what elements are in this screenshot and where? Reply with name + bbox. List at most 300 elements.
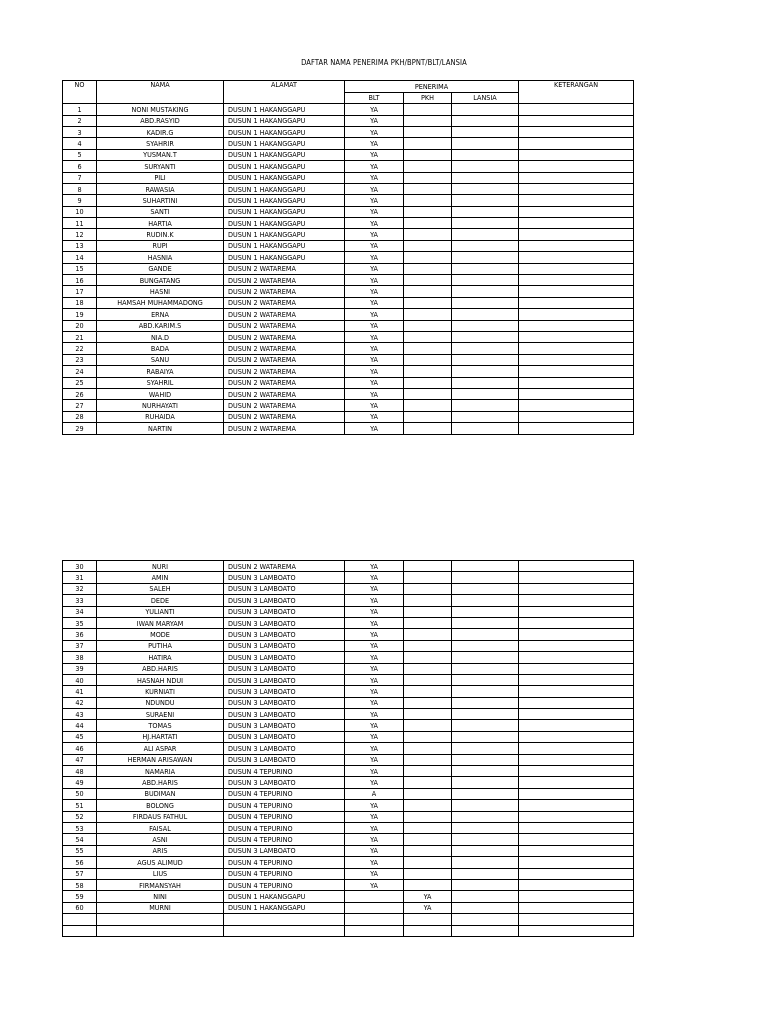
cell-pkh xyxy=(404,206,452,217)
cell-blt: YA xyxy=(345,686,404,697)
cell-nama: IWAN MARYAM xyxy=(97,617,224,628)
table-row xyxy=(63,252,634,263)
cell-nama: HARTIA xyxy=(97,218,224,229)
table-row xyxy=(63,172,634,183)
cell-no: 38 xyxy=(63,652,97,663)
cell-blt: YA xyxy=(345,115,404,126)
cell-lansia xyxy=(452,388,519,399)
cell-alamat: DUSUN 2 WATAREMA xyxy=(224,263,345,274)
cell-blt: YA xyxy=(345,720,404,731)
cell-nama: SANTI xyxy=(97,206,224,217)
cell-lansia xyxy=(452,857,519,868)
cell-alamat: DUSUN 3 LAMBOATO xyxy=(224,663,345,674)
cell-no: 2 xyxy=(63,115,97,126)
cell-pkh xyxy=(404,697,452,708)
cell-no: 60 xyxy=(63,902,97,913)
cell-lansia xyxy=(452,400,519,411)
cell-alamat: DUSUN 3 LAMBOATO xyxy=(224,674,345,685)
cell-pkh xyxy=(404,800,452,811)
cell-alamat: DUSUN 2 WATAREMA xyxy=(224,377,345,388)
cell-alamat: DUSUN 3 LAMBOATO xyxy=(224,845,345,856)
cell-lansia xyxy=(452,640,519,651)
cell-alamat: DUSUN 3 LAMBOATO xyxy=(224,652,345,663)
cell-blt: YA xyxy=(345,206,404,217)
table-row xyxy=(63,686,634,697)
cell-alamat: DUSUN 3 LAMBOATO xyxy=(224,572,345,583)
cell-lansia xyxy=(452,891,519,902)
cell-nama: GANDE xyxy=(97,263,224,274)
table-row xyxy=(63,663,634,674)
cell-blt: YA xyxy=(345,286,404,297)
cell-blt: YA xyxy=(345,754,404,765)
cell-no: 46 xyxy=(63,743,97,754)
cell-alamat: DUSUN 2 WATAREMA xyxy=(224,411,345,422)
cell-alamat: DUSUN 3 LAMBOATO xyxy=(224,595,345,606)
cell-lansia xyxy=(452,252,519,263)
cell-no: 31 xyxy=(63,572,97,583)
cell-lansia xyxy=(452,743,519,754)
table-row xyxy=(63,275,634,286)
cell-keterangan xyxy=(519,354,634,365)
cell-lansia xyxy=(452,674,519,685)
cell-nama: KURNIATI xyxy=(97,686,224,697)
cell-no: 29 xyxy=(63,423,97,434)
cell-nama: SANU xyxy=(97,354,224,365)
cell-keterangan xyxy=(519,811,634,822)
cell-pkh xyxy=(404,743,452,754)
cell-lansia xyxy=(452,583,519,594)
cell-alamat: DUSUN 3 LAMBOATO xyxy=(224,743,345,754)
cell-pkh xyxy=(404,195,452,206)
cell-pkh: YA xyxy=(404,891,452,902)
cell-nama: WAHID xyxy=(97,388,224,399)
cell-alamat: DUSUN 1 HAKANGGAPU xyxy=(224,104,345,115)
cell-keterangan xyxy=(519,400,634,411)
cell-lansia xyxy=(452,731,519,742)
cell-nama: SUHARTINI xyxy=(97,195,224,206)
cell-keterangan xyxy=(519,754,634,765)
cell-no: 11 xyxy=(63,218,97,229)
cell-keterangan xyxy=(519,709,634,720)
table-row xyxy=(63,788,634,799)
cell-pkh xyxy=(404,149,452,160)
cell-lansia xyxy=(452,297,519,308)
cell-keterangan xyxy=(519,229,634,240)
table-row xyxy=(63,697,634,708)
cell-lansia xyxy=(452,172,519,183)
cell-pkh xyxy=(404,766,452,777)
table-row xyxy=(63,354,634,365)
cell-lansia xyxy=(452,423,519,434)
table-row xyxy=(63,606,634,617)
cell-nama: SURYANTI xyxy=(97,161,224,172)
cell-nama: RUDIN.K xyxy=(97,229,224,240)
cell-alamat: DUSUN 4 TEPURINO xyxy=(224,788,345,799)
cell-keterangan xyxy=(519,388,634,399)
table-row xyxy=(63,731,634,742)
table-row xyxy=(63,161,634,172)
cell-alamat: DUSUN 4 TEPURINO xyxy=(224,834,345,845)
cell-lansia xyxy=(452,822,519,833)
cell-pkh xyxy=(404,218,452,229)
cell-no: 49 xyxy=(63,777,97,788)
cell-pkh xyxy=(404,709,452,720)
cell-pkh xyxy=(404,263,452,274)
cell-nama: BOLONG xyxy=(97,800,224,811)
cell-nama: FIRMANSYAH xyxy=(97,879,224,890)
cell-blt: YA xyxy=(345,218,404,229)
table-row xyxy=(63,845,634,856)
cell-alamat: DUSUN 1 HAKANGGAPU xyxy=(224,149,345,160)
cell-nama: HASNI xyxy=(97,286,224,297)
cell-blt: YA xyxy=(345,263,404,274)
cell-lansia xyxy=(452,800,519,811)
cell-blt: YA xyxy=(345,663,404,674)
cell-blt: YA xyxy=(345,674,404,685)
cell-blt: YA xyxy=(345,800,404,811)
cell-pkh xyxy=(404,617,452,628)
cell-lansia xyxy=(452,561,519,572)
cell-blt xyxy=(345,925,404,936)
cell-pkh xyxy=(404,788,452,799)
cell-pkh xyxy=(404,640,452,651)
cell-blt: YA xyxy=(345,652,404,663)
cell-alamat: DUSUN 2 WATAREMA xyxy=(224,388,345,399)
cell-pkh xyxy=(404,674,452,685)
cell-alamat: DUSUN 3 LAMBOATO xyxy=(224,777,345,788)
cell-nama: HAMSAH MUHAMMADONG xyxy=(97,297,224,308)
cell-pkh xyxy=(404,161,452,172)
cell-keterangan xyxy=(519,731,634,742)
cell-alamat: DUSUN 2 WATAREMA xyxy=(224,561,345,572)
cell-blt: YA xyxy=(345,366,404,377)
cell-blt: YA xyxy=(345,583,404,594)
cell-nama: MODE xyxy=(97,629,224,640)
cell-lansia xyxy=(452,811,519,822)
header-blt: BLT xyxy=(345,92,404,104)
cell-keterangan xyxy=(519,240,634,251)
cell-blt: YA xyxy=(345,845,404,856)
cell-nama: NURHAYATI xyxy=(97,400,224,411)
cell-blt: YA xyxy=(345,172,404,183)
cell-lansia xyxy=(452,138,519,149)
cell-keterangan xyxy=(519,286,634,297)
cell-keterangan xyxy=(519,663,634,674)
cell-alamat: DUSUN 2 WATAREMA xyxy=(224,366,345,377)
cell-lansia xyxy=(452,720,519,731)
cell-keterangan xyxy=(519,777,634,788)
cell-nama: HERMAN ARISAWAN xyxy=(97,754,224,765)
cell-lansia xyxy=(452,652,519,663)
cell-nama: SALEH xyxy=(97,583,224,594)
header-penerima: PENERIMA xyxy=(345,81,519,93)
cell-keterangan xyxy=(519,834,634,845)
table-row xyxy=(63,902,634,913)
cell-alamat: DUSUN 3 LAMBOATO xyxy=(224,754,345,765)
table-row xyxy=(63,138,634,149)
cell-pkh xyxy=(404,309,452,320)
cell-nama: HJ.HARTATI xyxy=(97,731,224,742)
cell-keterangan xyxy=(519,138,634,149)
cell-keterangan xyxy=(519,195,634,206)
table-row xyxy=(63,891,634,902)
cell-pkh xyxy=(404,868,452,879)
cell-blt: YA xyxy=(345,138,404,149)
cell-pkh xyxy=(404,377,452,388)
cell-alamat: DUSUN 3 LAMBOATO xyxy=(224,606,345,617)
cell-keterangan xyxy=(519,104,634,115)
table-row xyxy=(63,195,634,206)
table-body-page-1 xyxy=(63,104,634,434)
cell-no: 19 xyxy=(63,309,97,320)
cell-no: 47 xyxy=(63,754,97,765)
cell-pkh xyxy=(404,229,452,240)
cell-no: 34 xyxy=(63,606,97,617)
cell-keterangan xyxy=(519,879,634,890)
cell-nama: HASNIA xyxy=(97,252,224,263)
table-row xyxy=(63,297,634,308)
cell-blt: YA xyxy=(345,857,404,868)
cell-keterangan xyxy=(519,629,634,640)
table-row xyxy=(63,183,634,194)
table-row xyxy=(63,309,634,320)
table-row xyxy=(63,754,634,765)
cell-nama: SYAHRIL xyxy=(97,377,224,388)
cell-no: 20 xyxy=(63,320,97,331)
cell-lansia xyxy=(452,115,519,126)
cell-nama: NAMARIA xyxy=(97,766,224,777)
cell-no: 59 xyxy=(63,891,97,902)
cell-no: 9 xyxy=(63,195,97,206)
cell-no: 51 xyxy=(63,800,97,811)
cell-keterangan xyxy=(519,674,634,685)
cell-pkh xyxy=(404,595,452,606)
cell-pkh xyxy=(404,126,452,137)
cell-no: 6 xyxy=(63,161,97,172)
cell-blt: YA xyxy=(345,731,404,742)
cell-no: 52 xyxy=(63,811,97,822)
cell-nama: ARIS xyxy=(97,845,224,856)
cell-keterangan xyxy=(519,411,634,422)
cell-keterangan xyxy=(519,172,634,183)
cell-blt: YA xyxy=(345,572,404,583)
cell-alamat: DUSUN 4 TEPURINO xyxy=(224,766,345,777)
cell-no xyxy=(63,914,97,925)
cell-lansia xyxy=(452,104,519,115)
cell-lansia xyxy=(452,195,519,206)
cell-lansia xyxy=(452,354,519,365)
cell-no: 27 xyxy=(63,400,97,411)
cell-alamat: DUSUN 4 TEPURINO xyxy=(224,879,345,890)
cell-blt: YA xyxy=(345,183,404,194)
table-row xyxy=(63,822,634,833)
cell-blt xyxy=(345,891,404,902)
cell-lansia xyxy=(452,788,519,799)
recipient-table-page-2 xyxy=(62,560,634,937)
table-row xyxy=(63,263,634,274)
cell-alamat: DUSUN 2 WATAREMA xyxy=(224,354,345,365)
cell-alamat: DUSUN 1 HAKANGGAPU xyxy=(224,252,345,263)
cell-alamat: DUSUN 1 HAKANGGAPU xyxy=(224,172,345,183)
cell-blt: YA xyxy=(345,423,404,434)
cell-nama: NURI xyxy=(97,561,224,572)
cell-alamat: DUSUN 4 TEPURINO xyxy=(224,822,345,833)
table-row xyxy=(63,218,634,229)
cell-lansia xyxy=(452,218,519,229)
cell-no: 50 xyxy=(63,788,97,799)
cell-keterangan xyxy=(519,925,634,936)
table-row xyxy=(63,377,634,388)
cell-keterangan xyxy=(519,868,634,879)
cell-nama: FIRDAUS FATHUL xyxy=(97,811,224,822)
cell-lansia xyxy=(452,834,519,845)
cell-lansia xyxy=(452,777,519,788)
cell-keterangan xyxy=(519,845,634,856)
cell-pkh xyxy=(404,366,452,377)
cell-pkh xyxy=(404,104,452,115)
table-row xyxy=(63,857,634,868)
cell-pkh xyxy=(404,925,452,936)
cell-keterangan xyxy=(519,652,634,663)
cell-alamat: DUSUN 3 LAMBOATO xyxy=(224,640,345,651)
cell-nama: BUNGATANG xyxy=(97,275,224,286)
cell-blt: YA xyxy=(345,275,404,286)
cell-no: 16 xyxy=(63,275,97,286)
cell-lansia xyxy=(452,617,519,628)
cell-keterangan xyxy=(519,561,634,572)
cell-lansia xyxy=(452,572,519,583)
cell-alamat: DUSUN 2 WATAREMA xyxy=(224,423,345,434)
cell-keterangan xyxy=(519,309,634,320)
cell-keterangan xyxy=(519,263,634,274)
cell-lansia xyxy=(452,275,519,286)
cell-pkh xyxy=(404,914,452,925)
cell-alamat: DUSUN 1 HAKANGGAPU xyxy=(224,115,345,126)
cell-nama: ERNA xyxy=(97,309,224,320)
cell-lansia xyxy=(452,629,519,640)
cell-lansia xyxy=(452,240,519,251)
cell-pkh xyxy=(404,811,452,822)
cell-blt: YA xyxy=(345,297,404,308)
cell-nama: ABD.RASYID xyxy=(97,115,224,126)
cell-blt: YA xyxy=(345,879,404,890)
cell-pkh xyxy=(404,138,452,149)
cell-no: 24 xyxy=(63,366,97,377)
cell-lansia xyxy=(452,206,519,217)
cell-keterangan xyxy=(519,617,634,628)
cell-pkh xyxy=(404,240,452,251)
table-row xyxy=(63,743,634,754)
cell-alamat: DUSUN 2 WATAREMA xyxy=(224,286,345,297)
cell-no: 36 xyxy=(63,629,97,640)
table-row xyxy=(63,388,634,399)
cell-alamat: DUSUN 1 HAKANGGAPU xyxy=(224,161,345,172)
cell-pkh: YA xyxy=(404,902,452,913)
header-lansia: LANSIA xyxy=(452,92,519,104)
cell-nama: RUHAIDA xyxy=(97,411,224,422)
cell-pkh xyxy=(404,629,452,640)
cell-keterangan xyxy=(519,743,634,754)
cell-pkh xyxy=(404,652,452,663)
cell-blt: YA xyxy=(345,743,404,754)
table-row xyxy=(63,561,634,572)
cell-nama: RUPI xyxy=(97,240,224,251)
cell-keterangan xyxy=(519,720,634,731)
cell-alamat: DUSUN 2 WATAREMA xyxy=(224,343,345,354)
cell-nama: ABD.HARIS xyxy=(97,777,224,788)
cell-keterangan xyxy=(519,126,634,137)
table-row xyxy=(63,720,634,731)
cell-keterangan xyxy=(519,606,634,617)
cell-no: 56 xyxy=(63,857,97,868)
cell-no: 12 xyxy=(63,229,97,240)
cell-keterangan xyxy=(519,332,634,343)
cell-blt: YA xyxy=(345,766,404,777)
cell-blt: YA xyxy=(345,229,404,240)
cell-nama: DEDE xyxy=(97,595,224,606)
cell-keterangan xyxy=(519,822,634,833)
cell-keterangan xyxy=(519,252,634,263)
cell-alamat: DUSUN 3 LAMBOATO xyxy=(224,709,345,720)
cell-alamat: DUSUN 1 HAKANGGAPU xyxy=(224,183,345,194)
cell-no: 42 xyxy=(63,697,97,708)
cell-no: 1 xyxy=(63,104,97,115)
cell-blt: YA xyxy=(345,629,404,640)
table-row xyxy=(63,400,634,411)
cell-keterangan xyxy=(519,423,634,434)
cell-lansia xyxy=(452,229,519,240)
cell-blt: YA xyxy=(345,617,404,628)
cell-no: 44 xyxy=(63,720,97,731)
cell-pkh xyxy=(404,720,452,731)
cell-pkh xyxy=(404,583,452,594)
table-row xyxy=(63,229,634,240)
cell-nama: RABAIYA xyxy=(97,366,224,377)
cell-alamat xyxy=(224,925,345,936)
cell-nama: RAWASIA xyxy=(97,183,224,194)
cell-pkh xyxy=(404,606,452,617)
cell-no: 33 xyxy=(63,595,97,606)
cell-lansia xyxy=(452,377,519,388)
cell-pkh xyxy=(404,857,452,868)
cell-pkh xyxy=(404,754,452,765)
cell-alamat: DUSUN 3 LAMBOATO xyxy=(224,697,345,708)
cell-blt: YA xyxy=(345,343,404,354)
cell-keterangan xyxy=(519,275,634,286)
cell-nama: NDUNDU xyxy=(97,697,224,708)
table-row xyxy=(63,286,634,297)
table-row xyxy=(63,240,634,251)
table-row xyxy=(63,115,634,126)
cell-no: 10 xyxy=(63,206,97,217)
cell-no: 14 xyxy=(63,252,97,263)
cell-nama: TOMAS xyxy=(97,720,224,731)
table-row xyxy=(63,104,634,115)
cell-lansia xyxy=(452,309,519,320)
cell-nama: YUSMAN.T xyxy=(97,149,224,160)
cell-no: 57 xyxy=(63,868,97,879)
cell-nama: KADIR.G xyxy=(97,126,224,137)
cell-blt: YA xyxy=(345,606,404,617)
cell-lansia xyxy=(452,366,519,377)
cell-nama: BADA xyxy=(97,343,224,354)
table-row xyxy=(63,583,634,594)
cell-lansia xyxy=(452,411,519,422)
cell-no: 37 xyxy=(63,640,97,651)
cell-no: 54 xyxy=(63,834,97,845)
table-row xyxy=(63,595,634,606)
cell-lansia xyxy=(452,183,519,194)
